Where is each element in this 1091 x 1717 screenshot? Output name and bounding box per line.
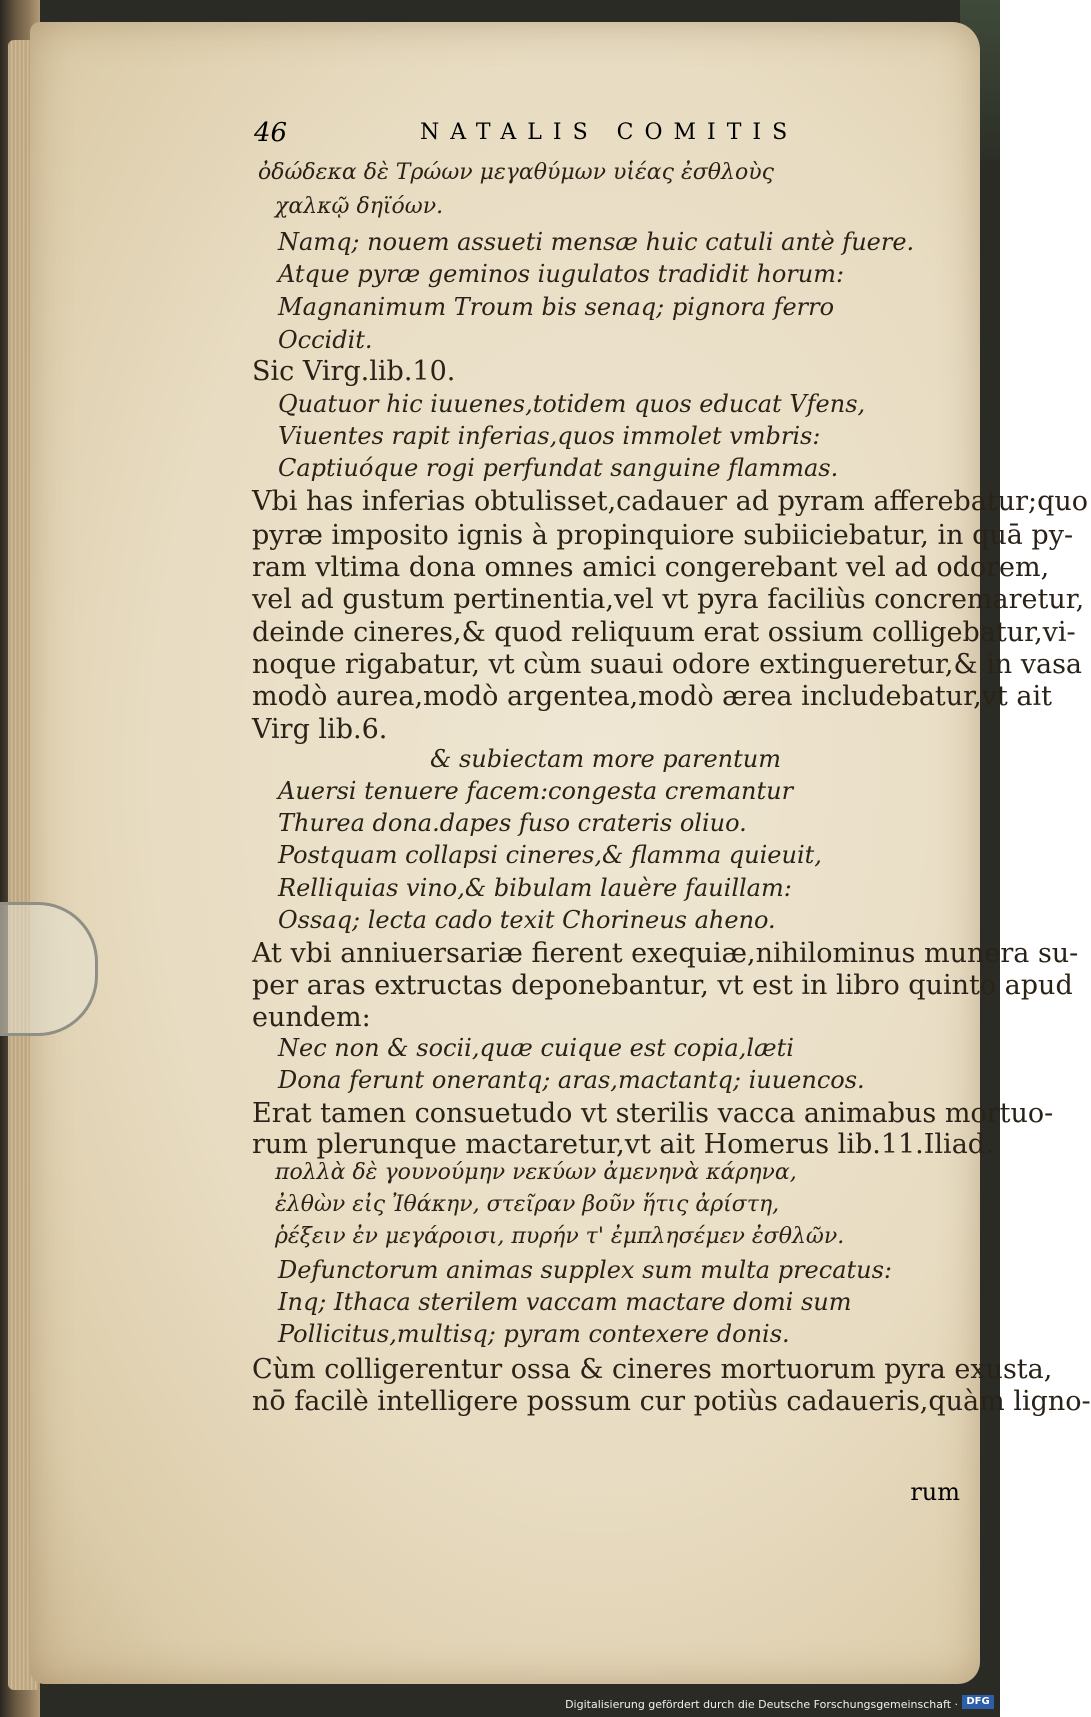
greek-line: ὀδώδεκα δὲ Τρώων μεγαθύμων υἱέας ἐσθλοὺς [258,160,774,185]
catchword: rum [910,1478,960,1506]
verse-line: Ossaq; lecta cado texit Chorineus aheno. [278,906,776,934]
prose-line: Vbi has inferias obtulisset,cadauer ad pyram afferebatur;quo [252,486,1089,517]
prose-line: noque rigabatur, vt cùm suaui odore extingueretur,& in vasa [252,649,1083,680]
verse-line: Occidit. [278,326,373,354]
verse-line: Viuentes rapit inferias,quos immolet vmbris: [278,422,821,450]
greek-line: ἐλθὼν εἰς Ἰθάκην, στεῖραν βοῦν ἥτις ἀρίστη, [275,1192,780,1217]
verse-line: Defunctorum animas supplex sum multa precatus: [278,1256,893,1284]
digitization-credit: Digitalisierung gefördert durch die Deutsche Forschungsgemeinschaft · [565,1698,958,1711]
verse-line: Captiuóque rogi perfundat sanguine flammas. [278,454,839,482]
prose-line: per aras extructas deponebantur, vt est in libro quinto apud [252,970,1073,1001]
verse-line: Atque pyræ geminos iugulatos tradidit horum: [278,260,845,288]
prose-line: ram vltima dona omnes amici congerebant vel ad odorem, [252,552,1050,583]
verse-line: Nec non & socii,quæ cuique est copia,læti [278,1034,794,1062]
prose-line: deinde cineres,& quod reliquum erat ossium colligebatur,vi- [252,617,1076,648]
verse-line: Relliquias vino,& bibulam lauère fauillam: [278,874,792,902]
prose-line: eundem: [252,1002,371,1033]
verse-line: Thurea dona.dapes fuso crateris oliuo. [278,809,747,837]
verse-line: Quatuor hic iuuenes,totidem quos educat Vfens, [278,390,866,418]
verse-line: Pollicitus,multisq; pyram contexere donis. [278,1320,790,1348]
prose-line: modò aurea,modò argentea,modò ærea includebatur,vt ait [252,681,1052,712]
prose-line: Cùm colligerentur ossa & cineres mortuorum pyra exusta, [252,1354,1053,1385]
verse-line: & subiectam more parentum [430,745,781,773]
verse-line: Namq; nouem assueti mensæ huic catuli antè fuere. [278,228,915,256]
verse-line: Auersi tenuere facem:congesta cremantur [278,777,794,805]
prose-line: At vbi anniuersariæ fierent exequiæ,nihilominus munera su- [252,938,1079,969]
verse-line: Magnanimum Troum bis senaq; pignora ferro [278,293,835,321]
page-number: 46 [254,118,288,148]
prose-line: Erat tamen consuetudo vt sterilis vacca animabus mortuo- [252,1098,1054,1129]
verse-line: Dona ferunt onerantq; aras,mactantq; iuuencos. [278,1066,865,1094]
dfg-logo: DFG [962,1695,994,1709]
greek-line: ῥέξειν ἐν μεγάροισι, πυρήν τ' ἐμπλησέμεν ἐσθλῶν. [275,1224,845,1249]
prose-line: Virg lib.6. [252,714,388,745]
prose-line: rum plerunque mactaretur,vt ait Homerus lib.11.Iliad. [252,1129,994,1160]
verse-line: Postquam collapsi cineres,& flamma quieuit, [278,841,822,869]
greek-line: πολλὰ δὲ γουνούμην νεκύων ἀμενηνὰ κάρηνα, [275,1160,797,1185]
prose-line: pyræ imposito ignis à propinquiore subiiciebatur, in quā py- [252,520,1074,551]
prose-line: nō facilè intelligere possum cur potiùs cadaueris,quàm ligno- [252,1386,1091,1417]
page-header [250,118,960,152]
footer [0,1691,1000,1711]
verse-line: Inq; Ithaca sterilem vaccam mactare domi sum [278,1288,852,1316]
running-title: NATALIS COMITIS [420,120,799,145]
prose-line: vel ad gustum pertinentia,vel vt pyra faciliùs concremaretur, [252,584,1085,615]
prose-line: Sic Virg.lib.10. [252,356,456,387]
greek-line: χαλκῷ δηϊόων. [275,194,444,219]
